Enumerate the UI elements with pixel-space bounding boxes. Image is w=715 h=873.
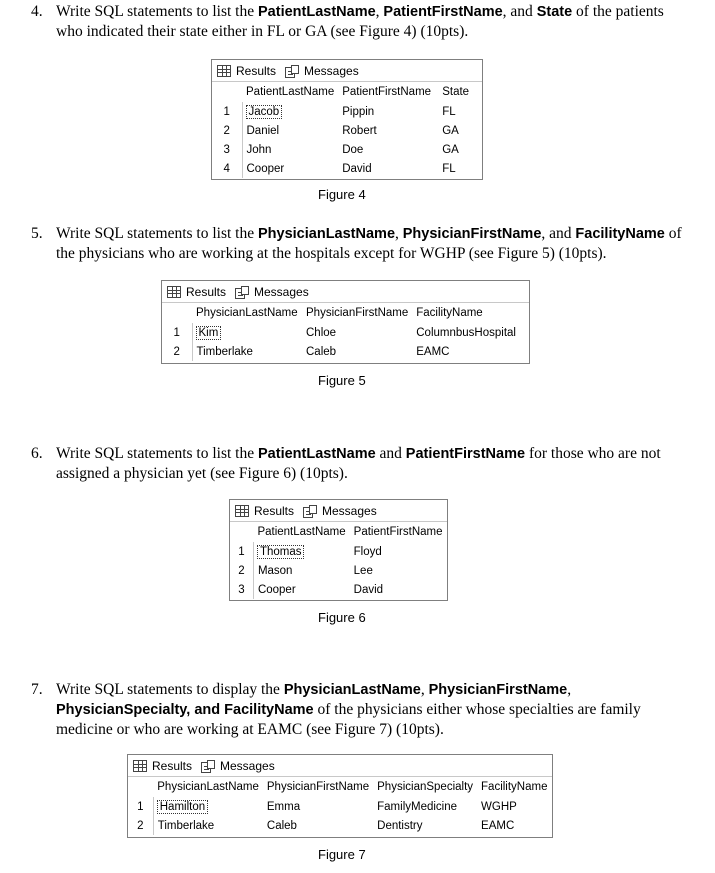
header-row bbox=[128, 777, 552, 797]
table-row[interactable] bbox=[162, 323, 520, 342]
table-cell[interactable]: Dentistry bbox=[377, 819, 423, 832]
row-number[interactable]: 2 bbox=[128, 816, 153, 835]
tab-messages[interactable]: Messages bbox=[285, 63, 359, 79]
results-grid-figure-7 bbox=[127, 754, 553, 838]
table-cell[interactable]: Cooper bbox=[246, 162, 285, 175]
table-cell[interactable]: Kim bbox=[198, 326, 219, 339]
column-header[interactable]: PatientLastName bbox=[257, 526, 346, 538]
question-number: 6. bbox=[31, 445, 43, 462]
row-number[interactable]: 3 bbox=[230, 580, 253, 599]
results-grid-figure-5 bbox=[161, 280, 530, 364]
tab-results[interactable]: Results bbox=[167, 284, 226, 300]
header-row bbox=[162, 303, 520, 323]
messages-icon bbox=[201, 760, 215, 773]
question-4 bbox=[31, 2, 691, 41]
table-row[interactable] bbox=[128, 797, 552, 816]
column-header[interactable]: PatientFirstName bbox=[342, 86, 432, 98]
figure-caption: Figure 6 bbox=[318, 610, 366, 625]
results-table bbox=[128, 777, 552, 835]
table-cell[interactable]: Daniel bbox=[246, 124, 280, 137]
grid-icon bbox=[133, 760, 147, 772]
table-cell[interactable]: Chloe bbox=[306, 326, 337, 339]
results-grid-figure-4 bbox=[211, 59, 483, 180]
table-row[interactable] bbox=[212, 121, 473, 140]
messages-icon bbox=[303, 505, 317, 518]
table-row[interactable] bbox=[128, 816, 552, 835]
grid-icon bbox=[217, 65, 231, 77]
table-cell[interactable]: WGHP bbox=[481, 800, 517, 813]
column-header[interactable]: PhysicianLastName bbox=[157, 781, 259, 793]
row-number[interactable]: 2 bbox=[162, 342, 192, 361]
row-number[interactable]: 1 bbox=[128, 797, 153, 816]
tab-results[interactable]: Results bbox=[217, 63, 276, 79]
messages-icon bbox=[285, 65, 299, 78]
tab-messages[interactable]: Messages bbox=[201, 758, 275, 774]
tab-messages[interactable]: Messages bbox=[303, 503, 377, 519]
question-number: 4. bbox=[31, 3, 43, 20]
table-cell[interactable]: John bbox=[246, 143, 272, 156]
column-header[interactable]: PhysicianFirstName bbox=[306, 307, 409, 319]
question-7 bbox=[31, 680, 691, 739]
results-tabs bbox=[162, 281, 529, 303]
table-cell[interactable]: GA bbox=[442, 143, 459, 156]
table-cell[interactable]: Robert bbox=[342, 124, 377, 137]
table-cell[interactable]: Lee bbox=[353, 564, 373, 577]
table-cell[interactable]: Cooper bbox=[257, 583, 296, 596]
column-header[interactable]: FacilityName bbox=[416, 307, 483, 319]
question-5 bbox=[31, 224, 691, 263]
results-tabs bbox=[230, 500, 447, 522]
table-cell[interactable]: ColumnbusHospital bbox=[416, 326, 516, 339]
table-cell[interactable]: EAMC bbox=[481, 819, 515, 832]
messages-icon bbox=[235, 286, 249, 299]
table-cell[interactable]: FL bbox=[442, 105, 456, 118]
table-cell[interactable]: Jacob bbox=[248, 105, 280, 118]
table-cell[interactable]: Caleb bbox=[306, 345, 337, 358]
header-row bbox=[212, 82, 473, 102]
row-number[interactable]: 2 bbox=[230, 561, 253, 580]
results-table bbox=[230, 522, 447, 599]
question-6 bbox=[31, 444, 691, 483]
table-row[interactable] bbox=[230, 542, 447, 561]
table-cell[interactable]: FamilyMedicine bbox=[377, 800, 458, 813]
column-header[interactable]: PhysicianFirstName bbox=[266, 781, 370, 793]
table-cell[interactable]: Hamilton bbox=[159, 800, 206, 813]
grid-icon bbox=[235, 505, 249, 517]
column-header[interactable]: FacilityName bbox=[481, 781, 548, 793]
tab-results[interactable]: Results bbox=[235, 503, 294, 519]
table-row[interactable] bbox=[212, 159, 473, 178]
table-row[interactable] bbox=[230, 580, 447, 599]
table-cell[interactable]: Mason bbox=[257, 564, 293, 577]
table-cell[interactable]: GA bbox=[442, 124, 459, 137]
table-cell[interactable]: David bbox=[353, 583, 384, 596]
grid-icon bbox=[167, 286, 181, 298]
question-text: Write SQL statements to display the PhysicianLastName, PhysicianFirstName, PhysicianSpecialty, and FacilityName of the physicians either whose specialties are family medicine or who are working at EAMC (see Figure 7) (10pts). bbox=[56, 681, 641, 738]
table-cell[interactable]: EAMC bbox=[416, 345, 450, 358]
question-text: Write SQL statements to list the PatientLastName, PatientFirstName, and State of the patients who indicated their state either in FL or GA (see Figure 4) (10pts). bbox=[56, 3, 664, 40]
table-cell[interactable]: FL bbox=[442, 162, 456, 175]
column-header[interactable]: PhysicianLastName bbox=[196, 307, 298, 319]
column-header[interactable]: PatientLastName bbox=[246, 86, 335, 98]
table-cell[interactable]: Timberlake bbox=[157, 819, 215, 832]
table-cell[interactable]: Pippin bbox=[342, 105, 375, 118]
question-number: 7. bbox=[31, 681, 43, 698]
table-cell[interactable]: Thomas bbox=[259, 545, 302, 558]
table-cell[interactable]: Timberlake bbox=[196, 345, 253, 358]
table-row[interactable] bbox=[230, 561, 447, 580]
results-table bbox=[162, 303, 520, 361]
table-cell[interactable]: David bbox=[342, 162, 372, 175]
row-number[interactable]: 1 bbox=[230, 542, 253, 561]
results-tabs bbox=[128, 755, 552, 777]
table-cell[interactable]: Emma bbox=[266, 800, 301, 813]
row-number[interactable]: 1 bbox=[162, 323, 192, 342]
row-number[interactable]: 3 bbox=[212, 140, 242, 159]
tab-messages[interactable]: Messages bbox=[235, 284, 309, 300]
table-cell[interactable]: Caleb bbox=[266, 819, 297, 832]
results-tabs bbox=[212, 60, 482, 82]
figure-caption: Figure 7 bbox=[318, 847, 366, 862]
column-header[interactable]: State bbox=[442, 86, 470, 98]
results-grid-figure-6 bbox=[229, 499, 448, 601]
table-cell[interactable]: Floyd bbox=[353, 545, 382, 558]
results-table bbox=[212, 82, 473, 178]
column-header[interactable]: PhysicianSpecialty bbox=[377, 781, 474, 793]
question-text: Write SQL statements to list the PatientLastName and PatientFirstName for those who are not assigned a physician yet (see Figure 6) (10pts). bbox=[56, 445, 661, 482]
header-row bbox=[230, 522, 447, 542]
row-number[interactable]: 4 bbox=[212, 159, 242, 178]
row-number[interactable]: 2 bbox=[212, 121, 242, 140]
table-row[interactable] bbox=[162, 342, 520, 361]
figure-caption: Figure 5 bbox=[318, 373, 366, 388]
table-row[interactable] bbox=[212, 140, 473, 159]
tab-results[interactable]: Results bbox=[133, 758, 192, 774]
column-header[interactable]: PatientFirstName bbox=[353, 526, 443, 538]
table-cell[interactable]: Doe bbox=[342, 143, 364, 156]
question-text: Write SQL statements to list the PhysicianLastName, PhysicianFirstName, and FacilityName of the physicians who are working at the hospitals except for WGHP (see Figure 5) (10pts). bbox=[56, 225, 682, 262]
figure-caption: Figure 4 bbox=[318, 187, 366, 202]
question-number: 5. bbox=[31, 225, 43, 242]
table-row[interactable] bbox=[212, 102, 473, 121]
row-number[interactable]: 1 bbox=[212, 102, 242, 121]
